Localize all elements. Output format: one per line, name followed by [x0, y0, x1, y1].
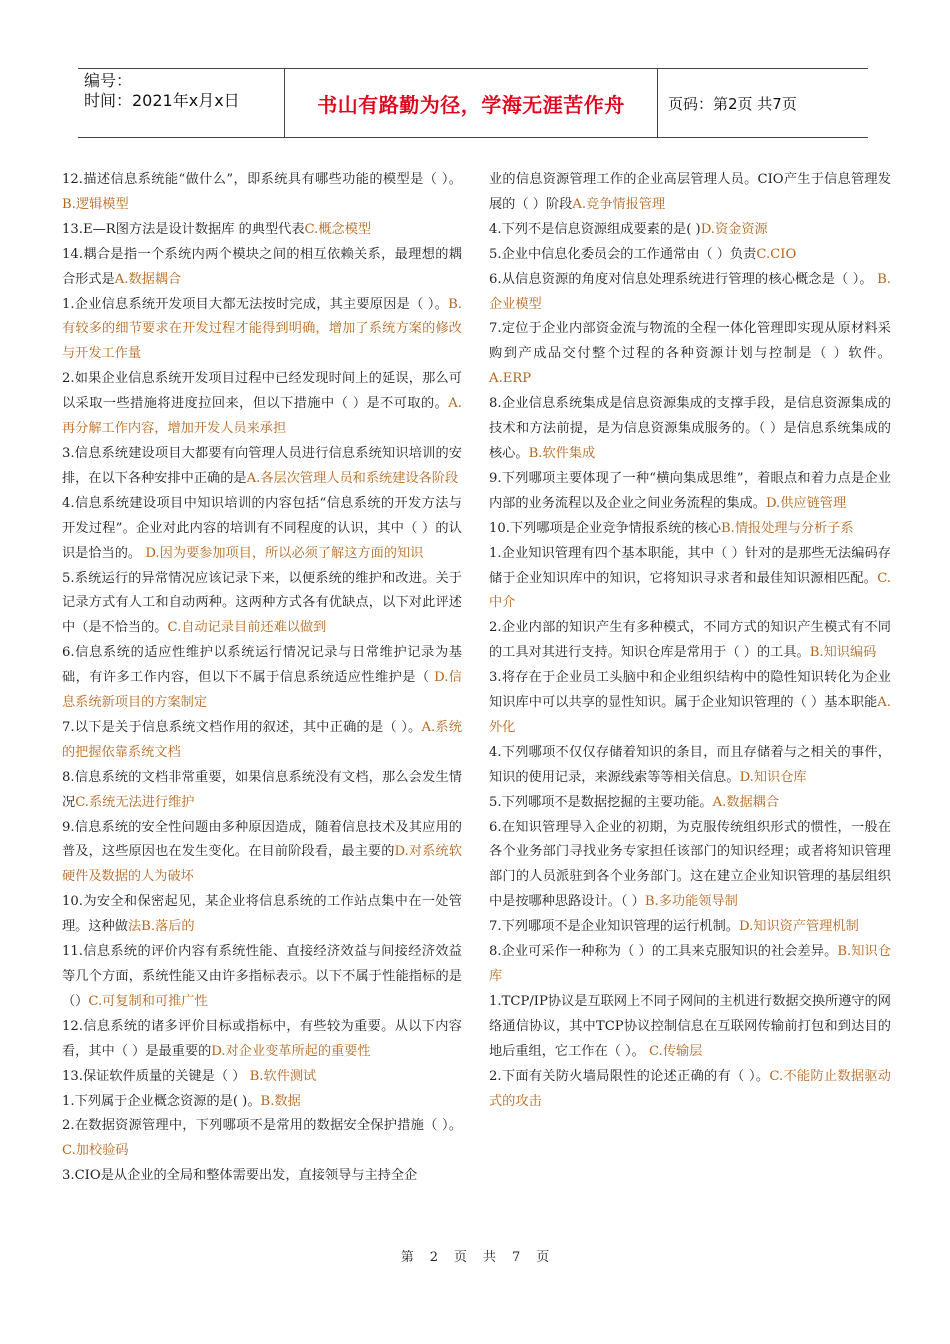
question-text: 8.企业信息系统集成是信息资源集成的支撑手段，是信息资源集成的技术和方法前提，是为信息资源集成服务的。（ ）是信息系统集成的核心。 [489, 396, 891, 461]
question-item [62, 716, 462, 766]
question-item [489, 168, 891, 218]
question-item [489, 741, 891, 791]
answer-text: D.信息系统新项目的方案制定 [62, 670, 462, 711]
question-item [62, 1065, 462, 1090]
question-text: 业的信息资源管理工作的企业高层管理人员。CIO产生于信息管理发展的（ ）阶段 [489, 172, 891, 212]
question-item [62, 1114, 462, 1164]
question-item [489, 1065, 891, 1115]
answer-text: D.供应链管理 [765, 495, 847, 511]
question-item [62, 567, 462, 642]
question-text: 6.在知识管理导入企业的初期，为克服传统组织形式的惯性，一般在各个业务部门寻找业务专家担任该部门的知识经理；或者将知识管理部门的人员派驻到各个业务部门。这在建立企业知识管理的基层组织中是按哪种思路设计。（ ） [489, 819, 891, 910]
question-text: 3.信息系统建设项目大都要有向管理人员进行信息系统知识培训的安排，在以下各种安排中正确的是 [62, 445, 462, 486]
footer-text: 页 [536, 1250, 550, 1265]
question-text: 10.为安全和保密起见，某企业将信息系统的工作站点集中在一处管理。这种做 [62, 894, 462, 935]
question-item [62, 1164, 462, 1189]
question-text: 1.企业信息系统开发项目大都无法按时完成，其主要原因是（ ）。 [62, 296, 449, 312]
question-item [62, 1090, 462, 1115]
time-label: 时间：2021年x月x日 [84, 91, 240, 110]
answer-text: D.资金资源 [700, 221, 768, 237]
question-item [489, 666, 891, 741]
question-text: 9.信息系统的安全性问题由多种原因造成，随着信息技术及其应用的普及，这些原因也在发生变化。在目前阶段看，最主要的 [62, 819, 462, 860]
answer-text: C.不能防止数据驱动式的攻击 [489, 1068, 891, 1109]
answer-text: B.多功能领导制 [644, 894, 738, 910]
answer-text: B.数据 [260, 1093, 301, 1109]
question-text: 3.将存在于企业员工头脑中和企业组织结构中的隐性知识转化为企业知识库中可以共享的显性知识。属于企业知识管理的（ ）基本职能 [489, 670, 891, 711]
question-item [62, 641, 462, 716]
answer-text: B.软件集成 [528, 445, 596, 461]
footer-text: 页 [453, 1250, 467, 1265]
question-item [62, 293, 462, 368]
footer-text: 第 [400, 1250, 414, 1265]
question-item [62, 367, 462, 442]
answer-text: D.对系统软硬件及数据的人为破坏 [62, 844, 463, 885]
question-item [489, 517, 891, 542]
question-text: 10.下列哪项是企业竞争情报系统的核心 [489, 520, 721, 536]
question-text: 11.信息系统的评价内容有系统性能、直接经济效益与间接经济效益等几个方面，系统性能又由许多指标表示。以下不属于性能指标的是（） [62, 944, 462, 1009]
question-text: 7.下列哪项不是企业知识管理的运行机制。 [489, 919, 739, 935]
answer-text: B.知识仓库 [489, 944, 891, 984]
question-item [62, 442, 462, 492]
question-text: 1.下列属于企业概念资源的是( )。 [62, 1093, 261, 1109]
footer-text: 共 [483, 1250, 497, 1265]
question-text: 7.以下是关于信息系统文档作用的叙述，其中正确的是（ ）。 [62, 719, 422, 735]
question-item [489, 940, 891, 990]
answer-text: C.中介 [489, 570, 891, 611]
question-text: 2.企业内部的知识产生有多种模式，不同方式的知识产生模式有不同的工具对其进行支持。知识仓库是常用于（ ）的工具。 [489, 620, 891, 661]
answer-text: B.知识编码 [809, 645, 877, 661]
answer-text: B.软件测试 [249, 1068, 317, 1084]
answer-text: A.再分解工作内容，增加开发人员来承担 [62, 396, 462, 437]
question-text: 6.从信息资源的角度对信息处理系统进行管理的核心概念是（ ）。 [489, 271, 878, 287]
page-header [78, 68, 868, 138]
answer-text: A.各层次管理人员和系统建设各阶段 [246, 470, 459, 486]
page-indicator: 页码：第2页 共7页 [668, 94, 797, 113]
header-meta [78, 69, 285, 137]
answer-text: D.对企业变革所起的重要性 [211, 1043, 371, 1059]
question-text: 13.保证软件质量的关键是（ ） [62, 1068, 250, 1084]
question-item [62, 492, 462, 567]
answer-text: B.情报处理与分析子系 [720, 520, 854, 536]
question-item [62, 766, 462, 816]
answer-text: 法B.落后的 [127, 919, 195, 935]
answer-text: C.传输层 [649, 1043, 703, 1059]
answer-text: A.ERP [489, 371, 532, 387]
answer-text: C.可复制和可推广性 [88, 993, 208, 1009]
question-item [489, 816, 891, 916]
question-text: 4.下列哪项不仅仅存储着知识的条目，而且存储着与之相关的事件，知识的使用记录，来源线索等等相关信息。 [489, 744, 891, 785]
answer-text: C.加校验码 [62, 1143, 129, 1159]
question-item [62, 218, 462, 243]
question-text: 7.定位于企业内部资金流与物流的全程一体化管理即实现从原材料采购到产成品交付整个过程的各种资源计划与控制是（ ）软件。 [489, 321, 891, 362]
question-text: 4.信息系统建设项目中知识培训的内容包括“信息系统的开发方法与开发过程”。企业对此内容的培训有不同程度的认识，其中（ ）的认识是恰当的。 [62, 495, 462, 561]
answer-text: D.知识仓库 [739, 769, 807, 785]
answer-text: A.外化 [489, 695, 891, 735]
page-footer [0, 1246, 950, 1265]
question-text: 1.TCP/IP协议是互联网上不同子网间的主机进行数据交换所遵守的网络通信协议，其中TCP协议控制信息在互联网传输前打包和到达目的地后重组，它工作在（ ）。 [489, 993, 891, 1059]
question-text: 2.在数据资源管理中，下列哪项不是常用的数据安全保护措施（ ）。 [62, 1118, 462, 1134]
question-text: 5.系统运行的异常情况应该记录下来，以便系统的维护和改进。关于记录方式有人工和自动两种。这两种方式各有优缺点，以下对此评述中（是不恰当的。 [62, 570, 462, 636]
question-text: 4.下列不是信息资源组成要素的是( ) [489, 221, 701, 237]
question-text: 13.E—R图方法是设计数据库 的典型代表 [62, 221, 305, 237]
question-item [62, 243, 462, 293]
left-column [62, 168, 462, 1189]
answer-text: C.自动记录目前还难以做到 [167, 620, 327, 636]
answer-text: A.系统的把握依靠系统文档 [62, 719, 463, 760]
question-text: 1.企业知识管理有四个基本职能，其中（ ）针对的是那些无法编码存储于企业知识库中的知识，它将知识寻求者和最佳知识源相匹配。 [489, 545, 891, 586]
question-item [62, 816, 462, 891]
question-text: 12.信息系统的诸多评价目标或指标中，有些较为重要。从以下内容看，其中（ ）是最重要的 [62, 1018, 462, 1059]
answer-text: D.知识资产管理机制 [738, 919, 859, 935]
question-text: 2.如果企业信息系统开发项目过程中已经发现时间上的延误，那么可以采取一些措施将进度拉回来，但以下措施中（ ）是不可取的。 [62, 371, 462, 412]
question-text: 3.CIO是从企业的全局和整体需要出发，直接领导与主持全企 [62, 1168, 418, 1184]
question-item [62, 168, 462, 218]
footer-current-page: 2 [429, 1250, 438, 1265]
question-item [489, 990, 891, 1065]
answer-text: B.企业模型 [489, 271, 891, 312]
question-item [489, 317, 891, 392]
question-text: 12.描述信息系统能“做什么”，即系统具有哪些功能的模型是（ ）。 [62, 172, 462, 187]
footer-total-pages: 7 [512, 1250, 521, 1265]
question-text: 5.企业中信息化委员会的工作通常由（ ）负责 [489, 246, 757, 262]
question-item [489, 791, 891, 816]
question-text: 6.信息系统的适应性维护以系统运行情况记录与日常维护记录为基础，有许多工作内容，但以下不属于信息系统适应性维护是（ [62, 645, 462, 686]
question-item [489, 616, 891, 666]
answer-text: B.有较多的细节要求在开发过程才能得到明确，增加了系统方案的修改与开发工作量 [62, 296, 462, 362]
question-item [62, 1015, 462, 1065]
question-item [489, 218, 891, 243]
question-item [489, 467, 891, 517]
question-text: 8.企业可采作一种称为（ ）的工具来克服知识的社会差异。 [489, 944, 838, 960]
answer-text: C.CIO [756, 246, 797, 262]
answer-text: A.竞争情报管理 [572, 196, 666, 212]
question-text: 14.耦合是指一个系统内两个模块之间的相互依赖关系，最理想的耦合形式是 [62, 246, 462, 287]
question-item [489, 243, 891, 268]
answer-text: D.因为要参加项目，所以必须了解这方面的知识 [145, 545, 424, 561]
question-item [489, 542, 891, 617]
question-text: 9.下列哪项主要体现了一种“横向集成思维”，着眼点和着力点是企业内部的业务流程以及企业之间业务流程的集成。 [489, 470, 891, 511]
question-item [62, 890, 462, 940]
answer-text: A.数据耦合 [114, 271, 182, 287]
answer-text: B.逻辑模型 [62, 196, 129, 212]
header-motto: 书山有路勤为径，学海无涯苦作舟 [285, 69, 658, 137]
answer-text: C.系统无法进行维护 [75, 794, 195, 810]
question-item [489, 915, 891, 940]
question-text: 8.信息系统的文档非常重要，如果信息系统没有文档，那么会发生情况 [62, 769, 462, 810]
answer-text: C.概念模型 [304, 221, 372, 237]
question-item [489, 392, 891, 467]
answer-text: A.数据耦合 [712, 794, 780, 810]
right-column [489, 168, 891, 1114]
number-label: 编号： [84, 71, 133, 90]
question-item [62, 940, 462, 1015]
question-text: 5.下列哪项不是数据挖掘的主要功能。 [489, 794, 713, 810]
question-text: 2.下面有关防火墙局限性的论述正确的有（ ）。 [489, 1068, 770, 1084]
question-item [489, 268, 891, 318]
